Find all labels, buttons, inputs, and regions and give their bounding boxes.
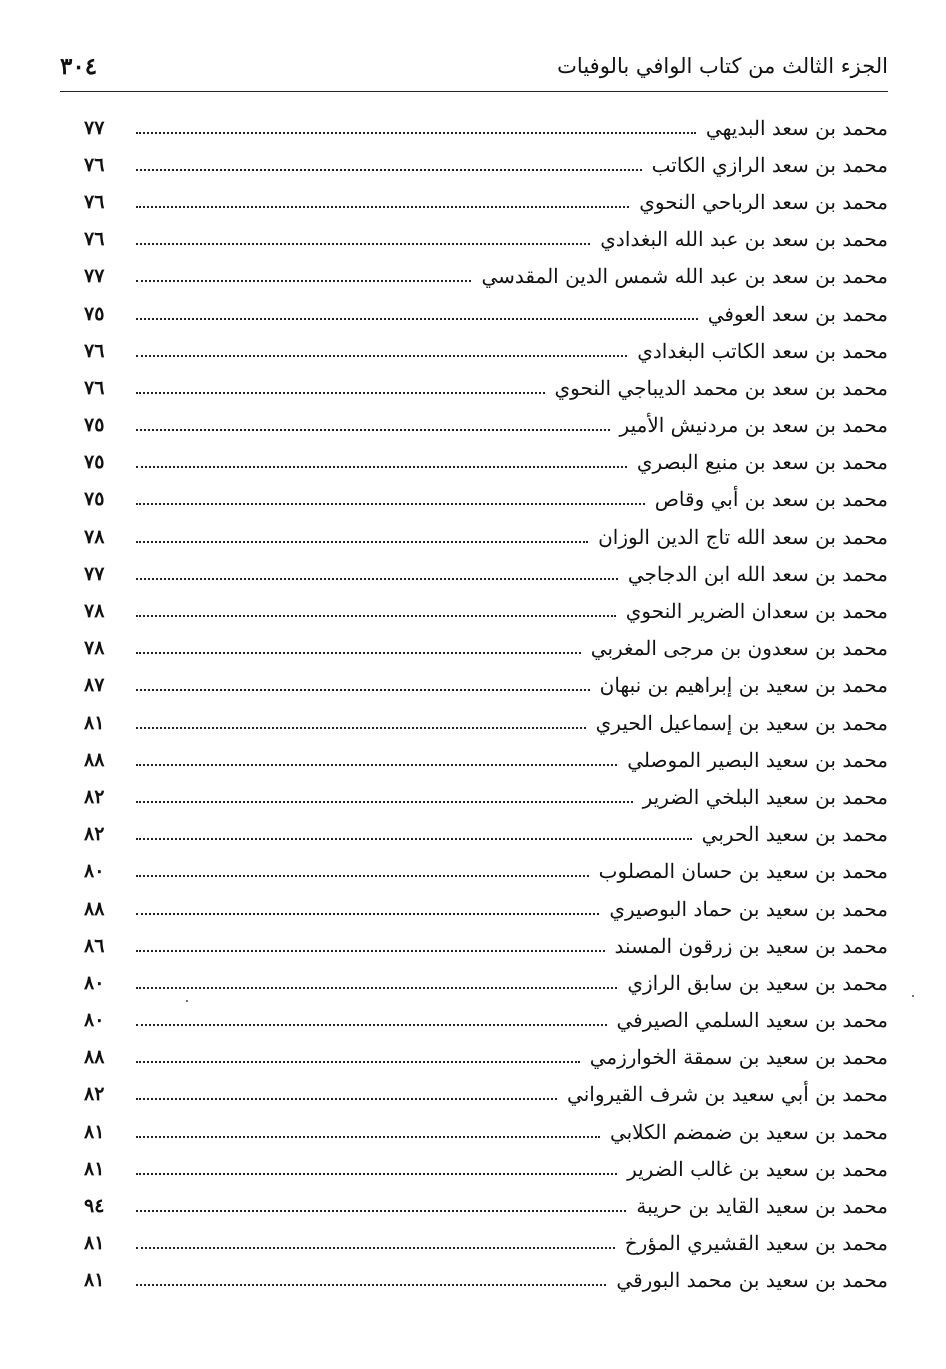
index-entry — [84, 258, 888, 295]
dot-leader — [136, 615, 616, 617]
dot-leader — [136, 950, 605, 952]
dot-leader — [136, 355, 627, 357]
entry-name: محمد بن سعد العوفي — [707, 301, 888, 326]
index-entry — [84, 1113, 888, 1150]
entry-name: محمد بن سعيد بن ضمضم الكلابي — [609, 1119, 888, 1144]
dot-leader — [136, 429, 610, 431]
entry-name: محمد بن سعدون بن مرجى المغربي — [590, 636, 888, 661]
dot-leader — [136, 169, 642, 171]
index-entry — [84, 592, 888, 629]
index-entry — [84, 1150, 888, 1187]
entry-name: محمد بن سعيد القشيري المؤرخ — [624, 1231, 888, 1256]
dot-leader — [136, 243, 590, 245]
entry-page-number: ٧٦ — [84, 153, 105, 176]
entry-page-number: ٧٧ — [84, 116, 105, 139]
entry-page-number: ٧٨ — [84, 637, 105, 660]
index-entry — [84, 1039, 888, 1076]
entry-page-number: ٧٨ — [84, 525, 105, 548]
index-entry — [84, 407, 888, 444]
index-entry — [84, 927, 888, 964]
dot-leader — [136, 503, 645, 505]
entry-name: محمد بن سعد بن عبد الله البغدادي — [600, 227, 888, 252]
entry-page-number: ٨١ — [84, 711, 105, 734]
running-title: الجزء الثالث من كتاب الوافي بالوفيات — [557, 54, 888, 78]
dot-leader — [136, 1136, 600, 1138]
dot-leader — [136, 1024, 607, 1026]
dot-leader — [136, 318, 698, 320]
entry-page-number: ٧٥ — [84, 451, 105, 474]
entry-page-number: ٩٤ — [84, 1195, 105, 1218]
dot-leader — [136, 1173, 617, 1175]
entry-name: محمد بن سعد الكاتب البغدادي — [637, 338, 888, 363]
entry-name: محمد بن سعيد الحربي — [701, 822, 888, 847]
index-entry — [84, 1076, 888, 1113]
index-entry — [84, 295, 888, 332]
entry-name: محمد بن سعيد بن حسان المصلوب — [598, 859, 888, 884]
dot-leader — [136, 764, 617, 766]
entry-name: محمد بن سعدان الضرير النحوي — [625, 599, 888, 624]
entry-name: محمد بن سعيد بن محمد البورقي — [616, 1268, 888, 1293]
entry-name: محمد بن سعد الرباحي النحوي — [639, 189, 888, 214]
dot-leader — [136, 1210, 626, 1212]
index-entry — [84, 444, 888, 481]
entry-page-number: ٨٠ — [84, 971, 105, 994]
index-entry — [84, 369, 888, 406]
index-entry — [84, 704, 888, 741]
entry-name: محمد بن أبي سعيد بن شرف القيرواني — [567, 1082, 888, 1107]
index-entry — [84, 816, 888, 853]
dot-leader — [136, 913, 599, 915]
entry-page-number: ٨٧ — [84, 674, 105, 697]
entry-name: محمد بن سعد بن أبي وقاص — [654, 487, 888, 512]
entry-name: محمد بن سعد بن عبد الله شمس الدين المقدسي — [481, 264, 888, 289]
entry-name: محمد بن سعيد القايد بن حريبة — [636, 1194, 888, 1219]
entry-page-number: ٨١ — [84, 1120, 105, 1143]
dot-leader — [136, 392, 545, 394]
index-entry — [84, 853, 888, 890]
index-entry — [84, 221, 888, 258]
entry-name: محمد بن سعد بن منيع البصري — [636, 450, 888, 475]
entry-name: محمد بن سعيد بن سابق الرازي — [627, 970, 888, 995]
entry-name: محمد بن سعد الرازي الكاتب — [651, 152, 888, 177]
entry-page-number: ٨٢ — [84, 1083, 105, 1106]
dot-leader — [136, 838, 692, 840]
entry-name: محمد بن سعد البديهي — [705, 115, 888, 140]
index-entry — [84, 741, 888, 778]
index-entry — [84, 1262, 888, 1299]
entry-name: محمد بن سعيد بن حماد البوصيري — [609, 896, 888, 921]
index-entry — [84, 667, 888, 704]
header-rule — [60, 91, 888, 92]
entry-page-number: ٨٠ — [84, 860, 105, 883]
page-number: ٣٠٤ — [60, 52, 98, 80]
index-entry — [84, 518, 888, 555]
entry-page-number: ٨١ — [84, 1232, 105, 1255]
entry-page-number: ٨١ — [84, 1157, 105, 1180]
entry-name: محمد بن سعد الله ابن الدجاجي — [627, 561, 888, 586]
entry-page-number: ٨٢ — [84, 785, 105, 808]
index-entry — [84, 630, 888, 667]
dot-leader — [136, 987, 617, 989]
index-entry — [84, 1002, 888, 1039]
index-entry — [84, 964, 888, 1001]
scan-speck — [912, 995, 914, 997]
dot-leader — [136, 1247, 615, 1249]
index-entry — [84, 1187, 888, 1224]
entry-page-number: ٨٨ — [84, 1046, 105, 1069]
entry-name: محمد بن سعيد السلمي الصيرفي — [616, 1008, 888, 1033]
entry-name: محمد بن سعد بن مردنيش الأمير — [619, 413, 888, 438]
dot-leader — [136, 541, 588, 543]
entry-name: محمد بن سعد بن محمد الديباجي النحوي — [554, 375, 888, 400]
entry-page-number: ٨٦ — [84, 934, 105, 957]
entry-page-number: ٧٧ — [84, 562, 105, 585]
entry-name: محمد بن سعيد بن إسماعيل الحيري — [595, 710, 888, 735]
dot-leader — [136, 466, 627, 468]
entry-page-number: ٧٦ — [84, 339, 105, 362]
dot-leader — [136, 578, 618, 580]
entry-page-number: ٧٥ — [84, 302, 105, 325]
entry-page-number: ٨٨ — [84, 748, 105, 771]
dot-leader — [136, 689, 590, 691]
page-header — [60, 44, 888, 88]
dot-leader — [136, 1284, 606, 1286]
index-entry — [84, 778, 888, 815]
dot-leader — [136, 801, 633, 803]
entry-page-number: ٨٢ — [84, 823, 105, 846]
entry-name: محمد بن سعيد بن سمقة الخوارزمي — [589, 1045, 888, 1070]
index-list — [84, 109, 888, 1299]
entry-name: محمد بن سعيد البلخي الضرير — [642, 784, 888, 809]
entry-page-number: ٧٥ — [84, 488, 105, 511]
scan-speck — [186, 1000, 188, 1002]
dot-leader — [136, 1061, 580, 1063]
dot-leader — [136, 875, 589, 877]
index-entry — [84, 481, 888, 518]
dot-leader — [136, 1098, 557, 1100]
index-entry — [84, 146, 888, 183]
entry-page-number: ٧٦ — [84, 228, 105, 251]
entry-name: محمد بن سعيد بن زرقون المسند — [614, 933, 888, 958]
entry-page-number: ٧٦ — [84, 190, 105, 213]
entry-name: محمد بن سعيد بن إبراهيم بن نبهان — [599, 673, 888, 698]
dot-leader — [136, 727, 586, 729]
entry-page-number: ٧٧ — [84, 265, 105, 288]
dot-leader — [136, 652, 581, 654]
entry-name: محمد بن سعيد بن غالب الضرير — [627, 1156, 888, 1181]
entry-page-number: ٨٠ — [84, 1009, 105, 1032]
entry-name: محمد بن سعيد البصير الموصلي — [627, 747, 888, 772]
entry-page-number: ٨١ — [84, 1269, 105, 1292]
index-entry — [84, 332, 888, 369]
entry-name: محمد بن سعد الله تاج الدين الوزان — [598, 524, 888, 549]
index-entry — [84, 183, 888, 220]
entry-page-number: ٧٦ — [84, 376, 105, 399]
entry-page-number: ٨٨ — [84, 897, 105, 920]
index-entry — [84, 1225, 888, 1262]
entry-page-number: ٧٥ — [84, 414, 105, 437]
dot-leader — [136, 206, 629, 208]
index-entry — [84, 890, 888, 927]
entry-page-number: ٧٨ — [84, 600, 105, 623]
index-entry — [84, 555, 888, 592]
dot-leader — [136, 280, 471, 282]
dot-leader — [136, 132, 696, 134]
index-entry — [84, 109, 888, 146]
